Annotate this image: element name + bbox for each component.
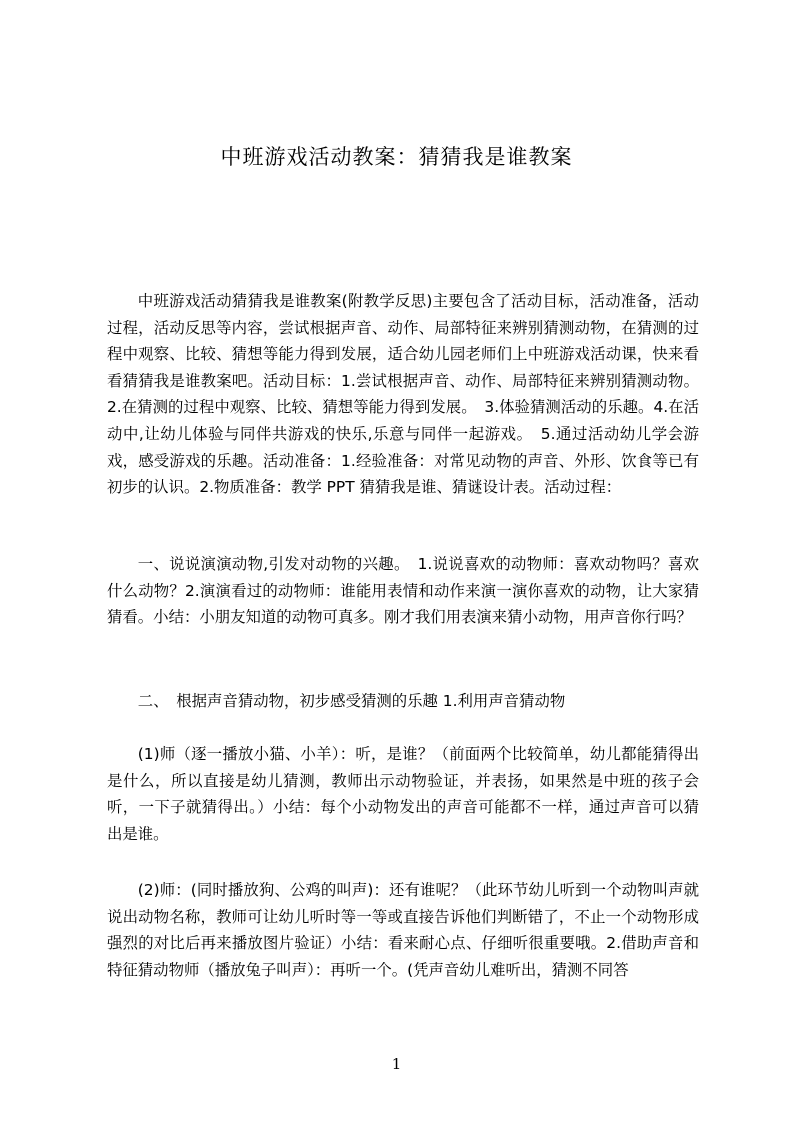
paragraph-step-one: (1)师（逐一播放小猫、小羊）：听，是谁？（前面两个比较简单，幼儿都能猜得出是什么，所以直接是幼儿猜测，教师出示动物验证，并表扬，如果然是中班的孩子会听，一下子就猜得出。）小结：每个小动物发出的声音可能都不一样，通过声音可以猜出是谁。 [107,745,699,843]
paragraph-step-two: (2)师：(同时播放狗、公鸡的叫声)：还有谁呢？（此环节幼儿听到一个动物叫声就说出动物名称，教师可让幼儿听时等一等或直接告诉他们判断错了，不止一个动物形成强烈的对比后再来播放图片验证）小结：看来耐心点、仔细听很重要哦。2.借助声音和特征猜动物师（播放兔子叫声）：再听一个。(凭声音幼儿难听出，猜测不同答 [107,881,699,979]
paragraph-section-one: 一、说说演演动物,引发对动物的兴趣。 1.说说喜欢的动物师：喜欢动物吗？喜欢什么动物？2.演演看过的动物师：谁能用表情和动作来演一演你喜欢的动物，让大家猜猜看。小结：小朋友知道的动物可真多。刚才我们用表演来猜小动物，用声音你行吗？ [107,555,699,627]
paragraph-intro: 中班游戏活动猜猜我是谁教案(附教学反思)主要包含了活动目标，活动准备，活动过程，活动反思等内容，尝试根据声音、动作、局部特征来辨别猜测动物，在猜测的过程中观察、比较、猜想等能力得到发展，适合幼儿园老师们上中班游戏活动课，快来看看猜猜我是谁教案吧。活动目标：1.尝试根据声音、动作、局部特征来辨别猜测动物。2.在猜测的过程中观察、比较、猜想等能力得到发展。 3.体验猜测活动的乐趣。4.在活动中,让幼儿体验与同伴共游戏的快乐,乐意与同伴一起游戏。 5.通过活动幼儿学会游戏，感受游戏的乐趣。活动准备：1.经验准备：对常见动物的声音、外形、饮食等已有初步的认识。2.物质准备：教学 PPT 猜猜我是谁、猜谜设计表。活动过程： [107,292,699,497]
page-number: 1 [391,1055,402,1073]
page-title: 中班游戏活动教案：猜猜我是谁教案 [220,145,573,169]
paragraph-section-two-heading: 二、 根据声音猜动物，初步感受猜测的乐趣 1.利用声音猜动物 [137,692,566,710]
